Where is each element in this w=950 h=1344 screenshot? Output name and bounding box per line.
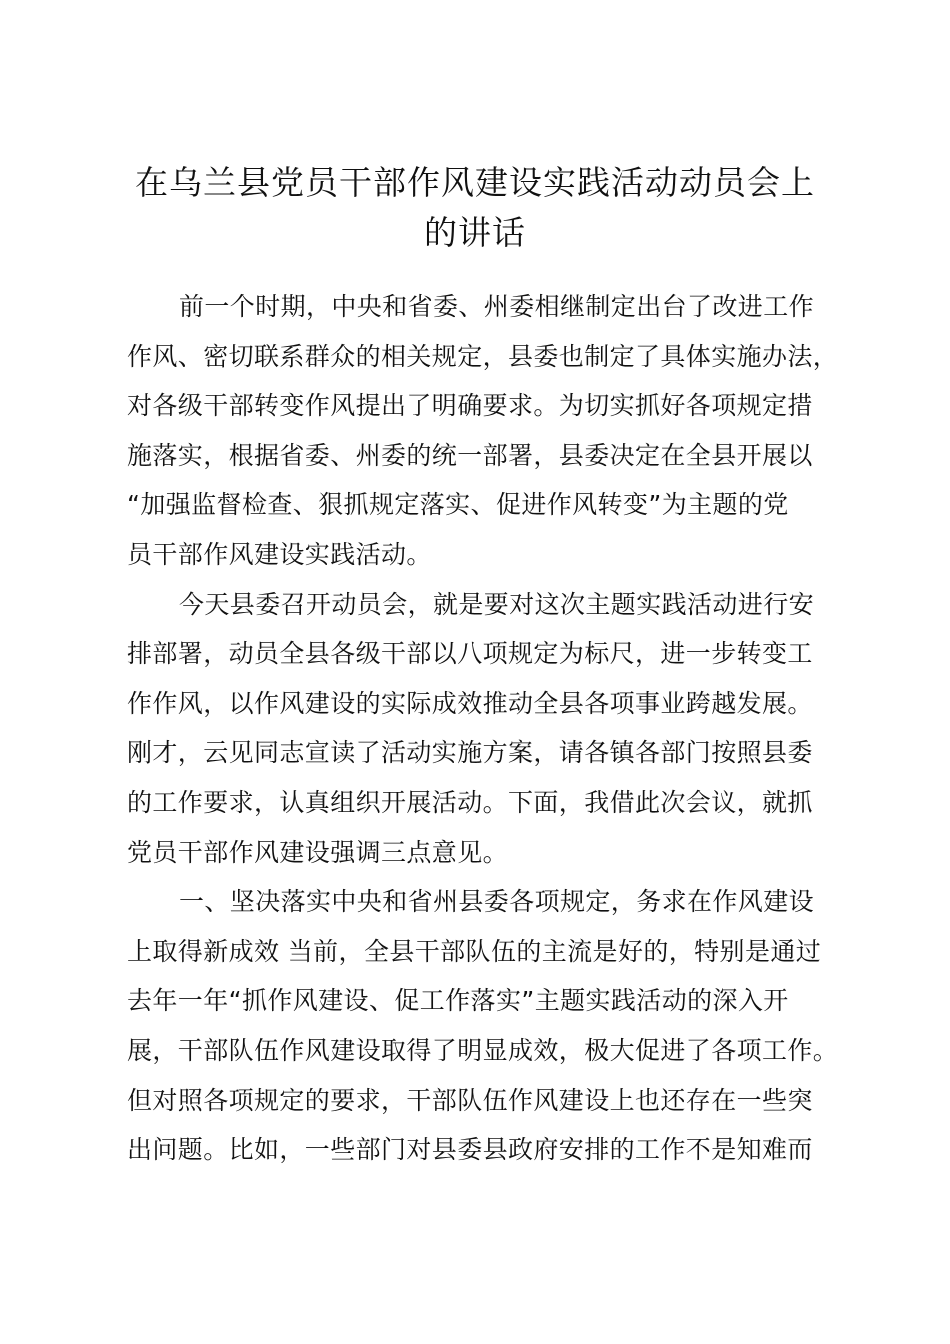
document-title <box>110 158 840 258</box>
text-line: 排部署，动员全县各级干部以八项规定为标尺，进一步转变工 <box>127 639 813 669</box>
title-line-2: 的讲话 <box>424 213 526 252</box>
paragraph-1 <box>127 282 837 580</box>
text-line: 今天县委召开动员会，就是要对这次主题实践活动进行安 <box>179 589 815 619</box>
title-line-1: 在乌兰县党员干部作风建设实践活动动员会上 <box>135 163 815 202</box>
text-line: 的工作要求，认真组织开展活动。下面，我借此次会议，就抓 <box>127 787 813 817</box>
text-line: 刚才，云见同志宣读了活动实施方案，请各镇各部门按照县委 <box>127 738 813 768</box>
text-line: 展，干部队伍作风建设取得了明显成效，极大促进了各项工作。 <box>127 1035 839 1065</box>
text-line: “加强监督检查、狠抓规定落实、促进作风转变”为主题的党 <box>127 490 789 520</box>
text-line: 作作风，以作风建设的实际成效推动全县各项事业跨越发展。 <box>127 688 813 718</box>
text-line: 党员干部作风建设强调三点意见。 <box>127 837 509 867</box>
text-line: 一、坚决落实中央和省州县委各项规定，务求在作风建设 <box>179 887 815 917</box>
text-line: 前一个时期，中央和省委、州委相继制定出台了改进工作 <box>179 292 815 321</box>
text-line: 出问题。比如，一些部门对县委县政府安排的工作不是知难而 <box>127 1135 813 1165</box>
paragraph-2 <box>127 580 837 878</box>
text-line: 上取得新成效 当前，全县干部队伍的主流是好的，特别是通过 <box>127 936 822 966</box>
document-body <box>127 282 837 1175</box>
text-line: 对各级干部转变作风提出了明确要求。为切实抓好各项规定措 <box>127 391 813 421</box>
paragraph-3 <box>127 877 837 1175</box>
text-line: 施落实，根据省委、州委的统一部署，县委决定在全县开展以 <box>127 440 813 470</box>
text-line: 但对照各项规定的要求，干部队伍作风建设上也还存在一些突 <box>127 1085 813 1115</box>
text-line: 去年一年“抓作风建设、促工作落实”主题实践活动的深入开 <box>127 986 789 1016</box>
text-line: 作风、密切联系群众的相关规定，县委也制定了具体实施办法， <box>127 341 839 371</box>
text-line: 员干部作风建设实践活动。 <box>127 539 432 569</box>
